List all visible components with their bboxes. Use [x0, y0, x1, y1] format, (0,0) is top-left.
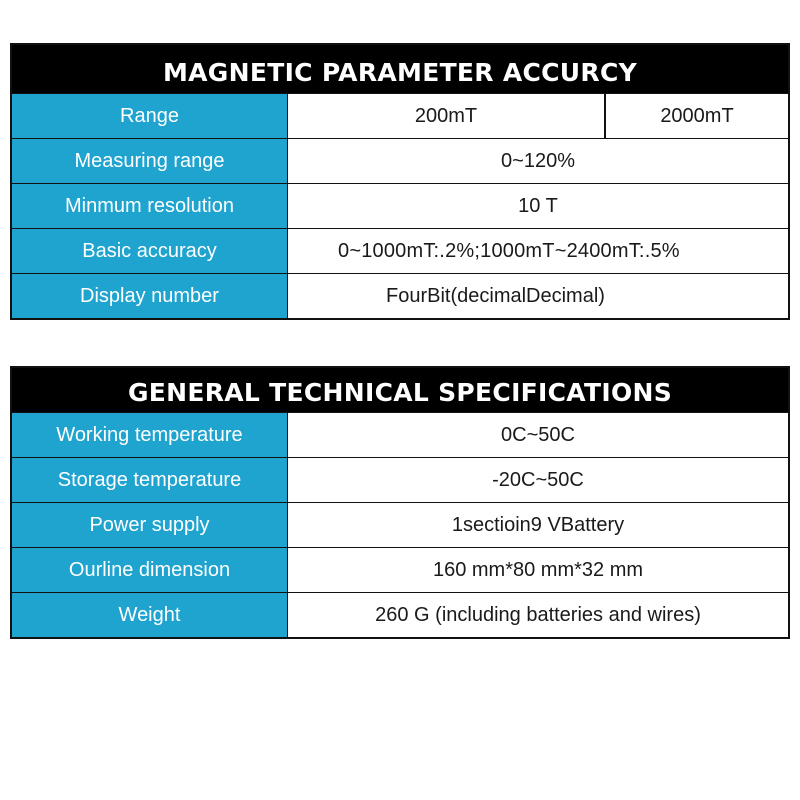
- power-supply-value: 1sectioin9 VBattery: [451, 513, 625, 536]
- outline-dimension-label: Ourline dimension: [12, 548, 288, 592]
- power-supply-label: Power supply: [12, 503, 288, 547]
- table-row-display-number: [12, 273, 788, 318]
- magnetic-parameter-table: [10, 43, 790, 320]
- range-value-200mt: 200mT: [288, 94, 606, 138]
- table-row-outline-dimension: [12, 547, 788, 592]
- weight-value: 260 G (including batteries and wires): [375, 603, 701, 626]
- table-row-working-temperature: [12, 412, 788, 457]
- storage-temperature-value: -20C~50C: [492, 468, 584, 491]
- range-value-2000mt: 2000mT: [660, 104, 734, 127]
- display-number-value: FourBit(decimalDecimal): [386, 284, 605, 307]
- minimum-resolution-label: Minmum resolution: [12, 184, 288, 228]
- display-number-label: Display number: [12, 274, 288, 318]
- table-row-power-supply: [12, 502, 788, 547]
- basic-accuracy-value: 0~1000mT:.2%;1000mT~2400mT:.5%: [338, 239, 680, 262]
- working-temperature-value: 0C~50C: [501, 423, 575, 446]
- measuring-range-label: Measuring range: [12, 139, 288, 183]
- general-specifications-table: [10, 366, 790, 639]
- table-row-minimum-resolution: [12, 183, 788, 228]
- working-temperature-label: Working temperature: [12, 413, 288, 457]
- table-row-basic-accuracy: [12, 228, 788, 273]
- minimum-resolution-value: 10 T: [518, 194, 558, 217]
- table-row-measuring-range: [12, 138, 788, 183]
- table-row-storage-temperature: [12, 457, 788, 502]
- table-row-weight: [12, 592, 788, 637]
- basic-accuracy-label: Basic accuracy: [12, 229, 288, 273]
- range-values: [288, 94, 788, 138]
- table-row-range: [12, 93, 788, 138]
- storage-temperature-label: Storage temperature: [12, 458, 288, 502]
- outline-dimension-value: 160 mm*80 mm*32 mm: [432, 558, 644, 581]
- range-label: Range: [12, 94, 288, 138]
- general-table-title: GENERAL TECHNICAL SPECIFICATIONS: [12, 368, 788, 412]
- measuring-range-value: 0~120%: [501, 149, 575, 172]
- weight-label: Weight: [12, 593, 288, 637]
- magnetic-table-title: MAGNETIC PARAMETER ACCURCY: [12, 45, 788, 93]
